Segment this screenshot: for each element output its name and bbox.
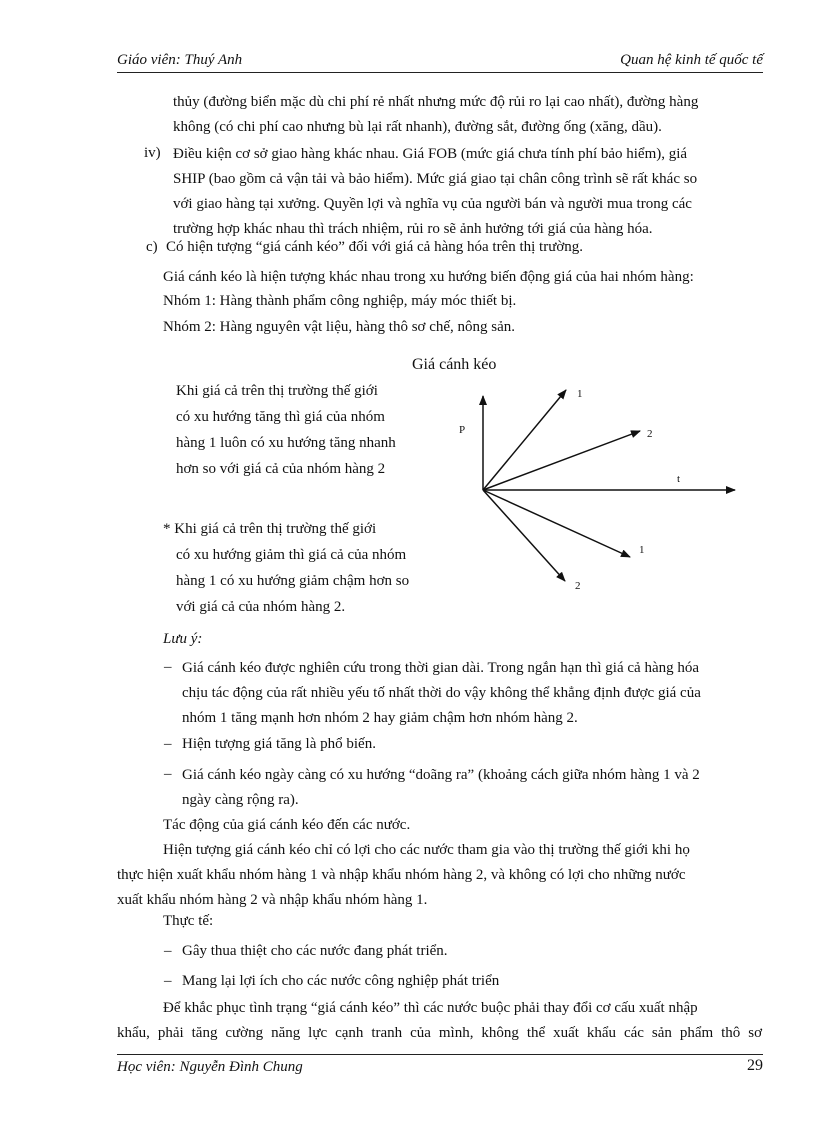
paragraph-transport: thủy (đường biển mặc dù chi phí rẻ nhất nhưng mức độ rủi ro lại cao nhất), đường hàng không (có chi phí cao nhưng bù lại rất nhanh), đường sắt, đường ống (xăng, dầu).: [173, 94, 699, 135]
page-footer: [117, 1054, 763, 1079]
item-iv-marker: iv): [144, 145, 161, 161]
group-2-rise-label: 2: [647, 428, 653, 440]
header-teacher: Giáo viên: Thuý Anh: [117, 52, 243, 68]
note-1-dash: –: [164, 659, 172, 675]
t-axis-label: t: [677, 473, 681, 485]
note-2-text: Hiện tượng giá tăng là phổ biến.: [182, 736, 376, 752]
p-axis-label: P: [459, 424, 466, 436]
impact-title: Tác động của giá cánh kéo đến các nước.: [163, 817, 411, 833]
reality-title: Thực tế:: [163, 913, 214, 929]
group-1-rise-label: 1: [577, 388, 583, 400]
page-number: 29: [747, 1057, 763, 1074]
page-header: [117, 50, 763, 73]
group-2-fall-label: 2: [575, 580, 581, 592]
note-2-dash: –: [164, 736, 172, 752]
item-iv-text: Điều kiện cơ sở giao hàng khác nhau. Giá FOB (mức giá chưa tính phí bảo hiểm), giá SHIP (bao gồm cả vận tải và bảo hiểm). Mức giá giao tại chân công trình sẽ rất khác so với giao hàng tại xưởng. Quyền lợi và nghĩa vụ của người bán và người mua trong các trường hợp khác nhau thì trách nhiệm, rủi ro sẽ ảnh hưởng tới giá của hàng hóa.: [173, 146, 698, 237]
footer-student: Học viên: Nguyễn Đình Chung: [117, 1059, 303, 1075]
reality-2-text: Mang lại lợi ích cho các nước công nghiệp phát triển: [182, 973, 500, 989]
figure-title: Giá cánh kéo: [412, 356, 497, 373]
final-paragraph: Để khắc phục tình trạng “giá cánh kéo” thì các nước buộc phải thay đổi cơ cấu xuất nhập khẩu, phải tăng cường năng lực cạnh tranh của mình, không thể xuất khẩu các sản phẩm thô sơ: [117, 1000, 762, 1041]
reality-1-text: Gây thua thiệt cho các nước đang phát triển.: [182, 943, 448, 959]
group-1-text: Nhóm 1: Hàng thành phẩm công nghiệp, máy móc thiết bị.: [163, 293, 517, 309]
note-3-text: Giá cánh kéo ngày càng có xu hướng “doãng ra” (khoảng cách giữa nhóm hàng 1 và 2 ngày càng rộng ra).: [182, 767, 700, 808]
reality-1-dash: –: [164, 943, 172, 959]
note-3-dash: –: [164, 766, 172, 782]
note-title: Lưu ý:: [163, 631, 203, 647]
item-c-marker: c): [146, 239, 158, 255]
header-subject: Quan hệ kinh tế quốc tế: [620, 52, 763, 68]
impact-paragraph: Hiện tượng giá cánh kéo chỉ có lợi cho các nước tham gia vào thị trường thế giới khi họ thực hiện xuất khẩu nhóm hàng 1 và nhập khẩu nhóm hàng 2, và không có lợi cho những nước xuất khẩu nhóm hàng 2 và nhập khẩu nhóm hàng 1.: [117, 842, 690, 908]
note-1-text: Giá cánh kéo được nghiên cứu trong thời gian dài. Trong ngắn hạn thì giá cả hàng hóa chịu tác động của rất nhiều yếu tố nhất thời do vậy không thể khẳng định được giá của nhóm 1 tăng mạnh hơn nhóm 2 hay giảm chậm hơn nhóm hàng 2.: [182, 660, 701, 726]
group-1-fall-arrow: [483, 490, 630, 557]
item-c-text: Có hiện tượng “giá cánh kéo” đối với giá cả hàng hóa trên thị trường.: [166, 239, 584, 255]
group-2-text: Nhóm 2: Hàng nguyên vật liệu, hàng thô sơ chế, nông sản.: [163, 319, 516, 335]
group-2-fall-arrow: [483, 490, 565, 581]
definition-text: Giá cánh kéo là hiện tượng khác nhau trong xu hướng biến động giá của hai nhóm hàng:: [163, 269, 694, 285]
group-1-fall-label: 1: [639, 544, 645, 556]
reality-2-dash: –: [164, 973, 172, 989]
price-scissors-diagram: [440, 370, 780, 610]
